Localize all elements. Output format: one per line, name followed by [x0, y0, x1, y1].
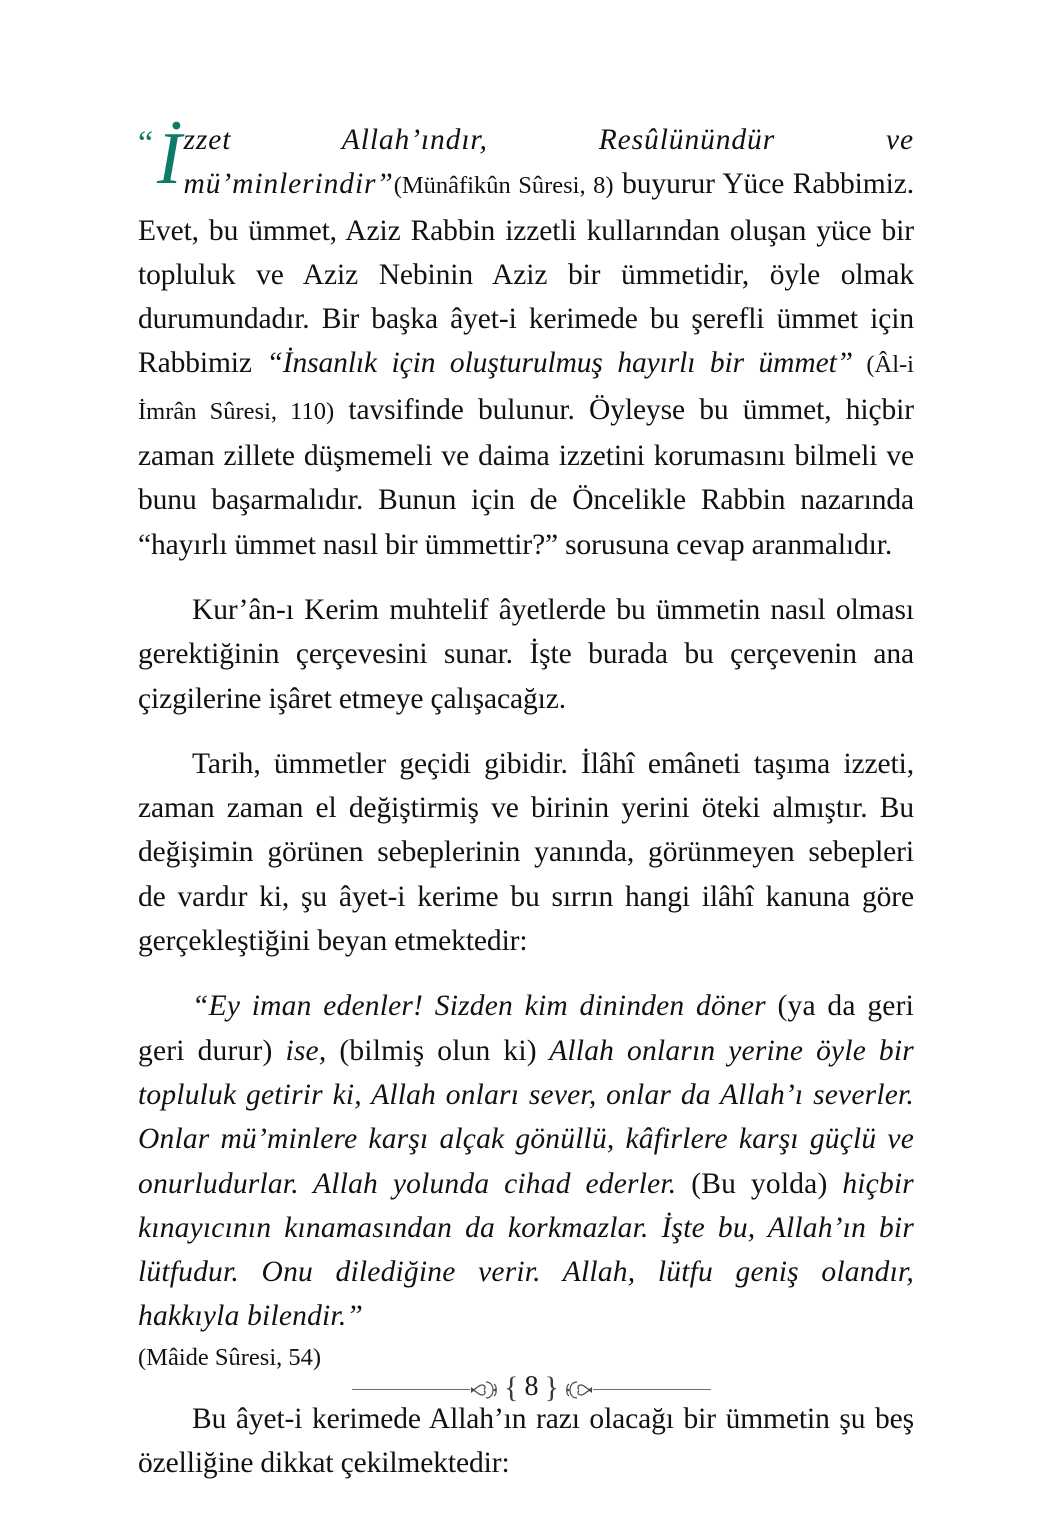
citation-munafikun: (Münâfikûn Sûresi, 8)	[393, 172, 614, 200]
verse-segment-3: Allah onların yerine öyle bir topluluk getirir ki, Allah onları sever, onlar da Allah’ı severler. Onlar mü’minlere karşı alçak gönüllü, kâfirlere karşı güçlü ve onurludurlar. Allah yolunda cihad ederler.	[138, 1034, 914, 1200]
verse-segment-2: ise,	[272, 1034, 340, 1067]
drop-cap-letter: İ	[157, 118, 182, 200]
flourish-left-icon	[470, 1378, 504, 1402]
bracket-left: {	[504, 1371, 519, 1404]
lede-quote-text: zzet Allah’ındır, Resûlünündür ve mü’minlerindir”	[183, 124, 914, 201]
paragraph-tarih-ummetler: Tarih, ümmetler geçidi gibidir. İlâhî emâneti taşıma izzeti, zaman zaman el değiştirmiş ve birinin yerini öteki almıştır. Bu değişimin görünen sebeplerinin yanında, görünmeyen sebepleri de vardır ki, şu âyet-i kerime bu sırrın hangi ilâhî kanuna göre gerçekleştiğini beyan etmektedir:	[138, 747, 914, 958]
paragraph-body-a: buyurur Yüce Rabbimiz. Evet, bu ümmet, Aziz Rabbin izzetli kullarından oluşan yüce bir topluluk ve Aziz Nebinin Aziz bir ümmetidir, öyle olmak durumundadır. Bir başka âyet-i kerimede bu şerefli ümmet için Rabbimiz	[138, 168, 914, 380]
footer-rule-right	[593, 1389, 711, 1390]
bracket-right: }	[544, 1371, 559, 1404]
verse-gloss-2: (bilmiş olun ki)	[339, 1034, 537, 1067]
paragraph-kuran-cerceve: Kur’ân-ı Kerim muhtelif âyetlerde bu ümmetin nasıl olması gerektiğinin çerçevesini sunar. İşte burada bu çerçevenin ana çizgilerine işâret etmeye çalışacağız.	[138, 593, 914, 715]
inline-quote-imran: “İnsanlık için oluşturulmuş hayırlı bir ümmet”	[266, 347, 853, 380]
page-number: 8	[524, 1371, 539, 1402]
verse-segment-1: “Ey iman edenler! Sizden kim dininden döner	[192, 990, 778, 1023]
flourish-right-icon	[559, 1378, 593, 1402]
verse-segment-4: hiçbir kınayıcının kınamasından da korkmazlar. İşte bu, Allah’ın bir lütfudur. Onu dilediğine verir. Allah, lütfu geniş olandır, hakkıyla bilendir.”	[138, 1167, 914, 1333]
paragraph-closing: Bu âyet-i kerimede Allah’ın razı olacağı bir ümmetin şu beş özelliğine dikkat çekilmektedir:	[138, 1402, 914, 1480]
page-content	[138, 118, 914, 1485]
paragraph-opening	[138, 118, 914, 567]
open-quote-mark: “	[138, 125, 153, 162]
footer-rule-left	[352, 1389, 470, 1390]
verse-gloss-3: (Bu yolda)	[691, 1167, 828, 1200]
paragraph-body-b: tavsifinde bulunur. Öyleyse bu ümmet, hiçbir zaman zillete düşmemeli ve daima izzetini korumasını bilmeli ve bunu başarmalıdır. Bunun için de Öncelikle Rabbin nazarında “hayırlı ümmet nasıl bir ümmettir?” sorusuna cevap aranmalıdır.	[138, 393, 914, 561]
verse-quotation-block	[138, 984, 914, 1338]
verse-gloss-1: (ya da geri geri durur)	[138, 990, 914, 1067]
citation-imran: (Âl-i İmrân Sûresi, 110)	[138, 351, 914, 425]
verse-source-citation: (Mâide Sûresi, 54)	[138, 1343, 322, 1371]
page-footer	[0, 1368, 1063, 1410]
